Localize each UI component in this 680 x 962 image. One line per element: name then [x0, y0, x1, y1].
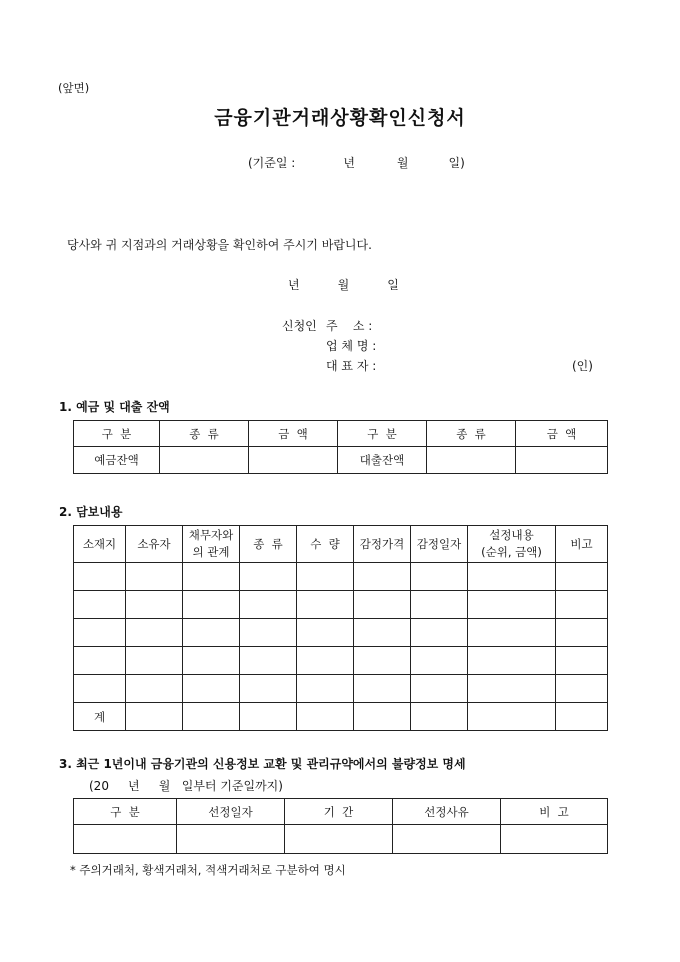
table-cell[interactable]: [354, 563, 411, 591]
col-header: 선정사유: [393, 799, 501, 825]
table-cell[interactable]: [126, 563, 183, 591]
table-cell[interactable]: [183, 675, 240, 703]
table-cell[interactable]: [126, 703, 183, 731]
table-cell[interactable]: [354, 647, 411, 675]
base-date-day: 일): [448, 156, 465, 170]
col-header: 설정내용 (순위, 금액): [468, 526, 556, 563]
section3-title: 3. 최근 1년이내 금융기관의 신용정보 교환 및 관리규약에서의 불량정보 명세: [59, 757, 466, 771]
col-header: 구 분: [74, 799, 177, 825]
col-header: 종 류: [427, 421, 516, 447]
table-row: [74, 591, 608, 619]
table-cell[interactable]: [468, 563, 556, 591]
table-cell[interactable]: [183, 591, 240, 619]
col-header: 비 고: [501, 799, 608, 825]
base-date-year: 년: [343, 156, 355, 170]
table-cell[interactable]: [160, 447, 249, 474]
col-header: 종 류: [240, 526, 297, 563]
col-header: 감정일자: [411, 526, 468, 563]
table-cell[interactable]: [516, 447, 608, 474]
table-cell[interactable]: [249, 447, 338, 474]
table-cell[interactable]: [411, 619, 468, 647]
table-row: [74, 675, 608, 703]
table-cell[interactable]: [556, 675, 608, 703]
table-cell[interactable]: [183, 647, 240, 675]
table-cell[interactable]: [240, 591, 297, 619]
table-cell[interactable]: [354, 591, 411, 619]
col-header: 소유자: [126, 526, 183, 563]
company-label: 업 체 명 :: [326, 339, 377, 353]
table-cell[interactable]: [411, 675, 468, 703]
table-cell[interactable]: [556, 591, 608, 619]
col-header: 금 액: [249, 421, 338, 447]
table-cell[interactable]: [297, 563, 354, 591]
date-year: 년: [288, 278, 300, 292]
table-cell[interactable]: [297, 591, 354, 619]
table-cell[interactable]: [74, 619, 126, 647]
date-line: [288, 276, 399, 293]
table-cell[interactable]: [393, 825, 501, 854]
table-cell[interactable]: [240, 647, 297, 675]
side-label: (앞면): [58, 81, 90, 95]
collateral-table: [73, 525, 608, 731]
balance-table: [73, 420, 608, 474]
table-cell[interactable]: [126, 647, 183, 675]
applicant-prefix: 신청인: [282, 319, 317, 333]
table-cell[interactable]: [183, 563, 240, 591]
table-cell[interactable]: [427, 447, 516, 474]
table-cell[interactable]: [411, 563, 468, 591]
table-cell[interactable]: [285, 825, 393, 854]
bad-credit-table: [73, 798, 608, 854]
address-label: 주 소 :: [326, 319, 373, 333]
table-cell[interactable]: [126, 591, 183, 619]
col-header: 구 분: [338, 421, 427, 447]
col-header: 감정가격: [354, 526, 411, 563]
representative-label: 대 표 자 :: [326, 359, 377, 373]
col-header: 소재지: [74, 526, 126, 563]
table-cell[interactable]: [468, 675, 556, 703]
table-cell[interactable]: [74, 647, 126, 675]
table-cell[interactable]: [354, 703, 411, 731]
date-day: 일: [387, 278, 399, 292]
total-row: [74, 703, 608, 731]
table-cell[interactable]: [468, 703, 556, 731]
table-row: [74, 647, 608, 675]
table-cell[interactable]: [183, 619, 240, 647]
footnote: * 주의거래처, 황색거래처, 적색거래처로 구분하여 명시: [70, 863, 346, 877]
col-header: 종 류: [160, 421, 249, 447]
table-cell[interactable]: [468, 591, 556, 619]
table-cell[interactable]: [556, 703, 608, 731]
table-cell[interactable]: [240, 703, 297, 731]
table-cell[interactable]: [183, 703, 240, 731]
table-cell[interactable]: [556, 563, 608, 591]
base-date-line: [248, 154, 465, 171]
table-cell[interactable]: [126, 619, 183, 647]
col-header: 금 액: [516, 421, 608, 447]
table-cell[interactable]: [556, 647, 608, 675]
table-cell[interactable]: [240, 619, 297, 647]
section2-title: 2. 담보내용: [59, 505, 123, 519]
col-header: 기 간: [285, 799, 393, 825]
base-date-month: 월: [396, 156, 409, 170]
table-cell[interactable]: [74, 675, 126, 703]
col-header: 수 량: [297, 526, 354, 563]
table-row: [74, 825, 608, 854]
table-cell[interactable]: [297, 647, 354, 675]
table-cell[interactable]: [556, 619, 608, 647]
section1-title: 1. 예금 및 대출 잔액: [59, 400, 170, 414]
table-cell[interactable]: [354, 619, 411, 647]
table-cell[interactable]: [74, 563, 126, 591]
total-label: 계: [74, 703, 126, 731]
table-row: [74, 563, 608, 591]
table-cell[interactable]: [411, 703, 468, 731]
seal-mark: (인): [572, 359, 593, 373]
page-title: 금융기관거래상황확인신청서: [214, 107, 466, 129]
col-header: 선정일자: [177, 799, 285, 825]
section3-subtitle: (20 년 월 일부터 기준일까지): [89, 779, 283, 793]
table-cell[interactable]: [74, 825, 177, 854]
col-header: 비고: [556, 526, 608, 563]
loan-label: 대출잔액: [338, 447, 427, 474]
table-cell[interactable]: [501, 825, 608, 854]
table-cell[interactable]: [240, 563, 297, 591]
table-cell[interactable]: [468, 647, 556, 675]
col-header: 채무자와 의 관계: [183, 526, 240, 563]
table-row: [74, 619, 608, 647]
table-cell[interactable]: [411, 647, 468, 675]
table-cell[interactable]: [74, 591, 126, 619]
table-cell[interactable]: [240, 675, 297, 703]
table-cell[interactable]: [411, 591, 468, 619]
intro-text: 당사와 귀 지점과의 거래상황을 확인하여 주시기 바랍니다.: [67, 238, 372, 252]
deposit-label: 예금잔액: [74, 447, 160, 474]
base-date-open: (기준일 :: [248, 156, 296, 170]
date-month: 월: [337, 278, 350, 292]
table-cell[interactable]: [468, 619, 556, 647]
table-cell[interactable]: [354, 675, 411, 703]
table-cell[interactable]: [126, 675, 183, 703]
table-cell[interactable]: [177, 825, 285, 854]
col-header: 구 분: [74, 421, 160, 447]
table-cell[interactable]: [297, 619, 354, 647]
table-cell[interactable]: [297, 675, 354, 703]
table-cell[interactable]: [297, 703, 354, 731]
